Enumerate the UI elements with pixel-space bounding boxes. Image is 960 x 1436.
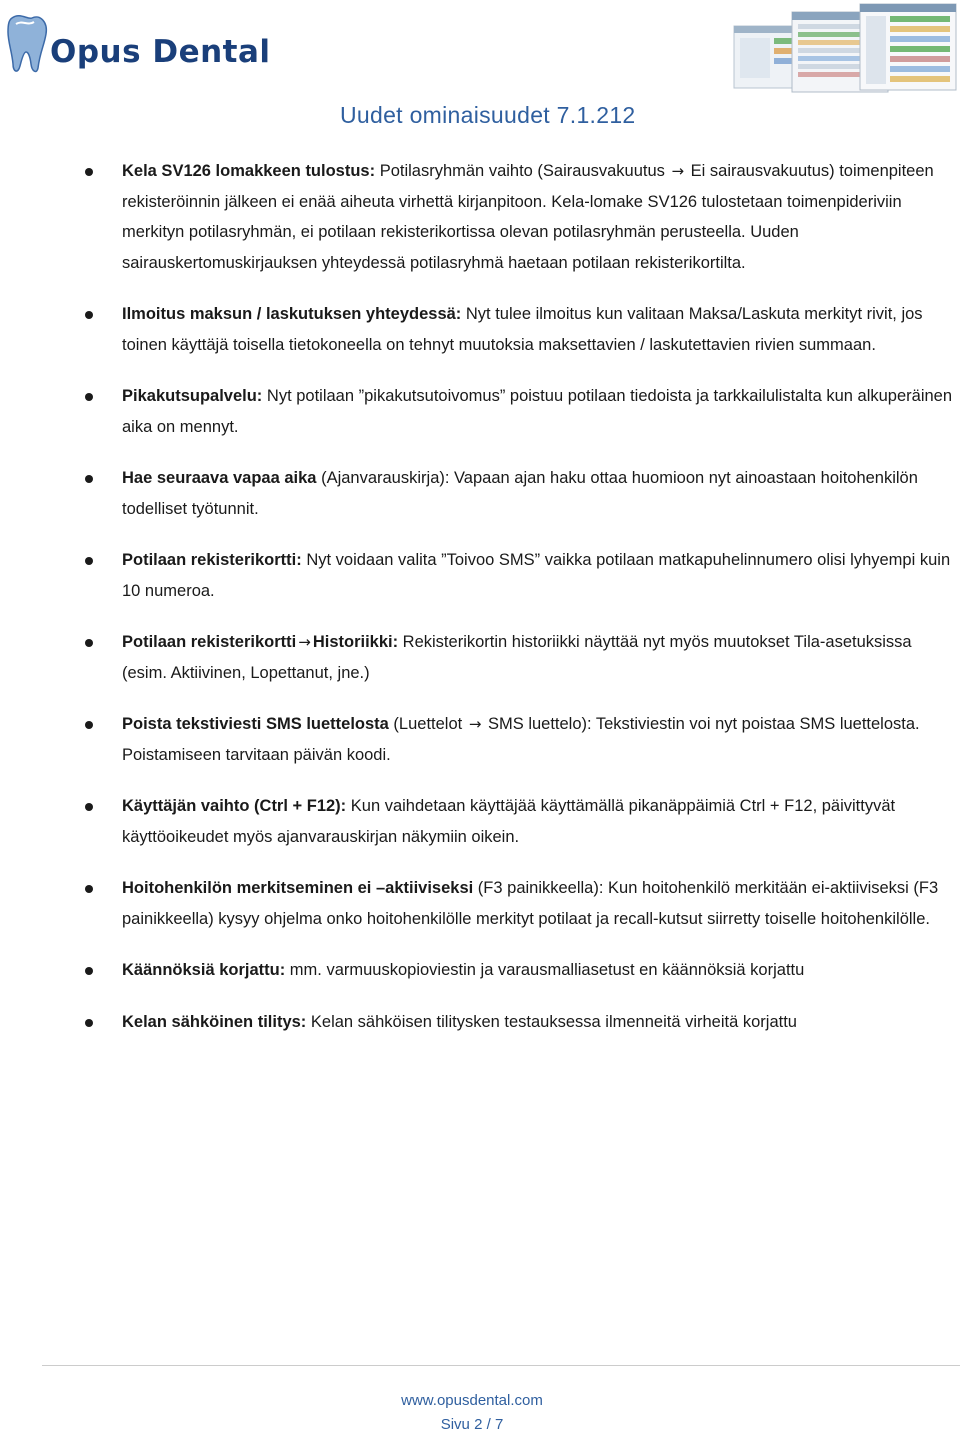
list-item (0, 873, 960, 934)
list-item (0, 381, 960, 442)
list-item (0, 709, 960, 770)
feature-list (0, 156, 960, 1037)
brand-name: Opus Dental (50, 34, 271, 70)
page-header (0, 0, 960, 140)
item-text: (Luettelot (388, 715, 467, 733)
item-heading: Hoitohenkilön merkitseminen ei –aktiiviseksi (122, 879, 474, 897)
bullet-icon (85, 721, 93, 729)
list-item (0, 156, 960, 278)
bullet-icon (85, 639, 93, 647)
release-notes (0, 156, 960, 1058)
tooth-icon (6, 12, 50, 74)
document-title: Uudet ominaisuudet 7.1.212 (340, 102, 636, 128)
list-item (0, 299, 960, 360)
page-label: Sivu (440, 1416, 475, 1433)
item-text-cont: SMS luettelo): Tekstiviestin voi nyt poistaa SMS luettelosta. Poistamiseen tarvitaan päivän koodi. (122, 715, 920, 764)
item-heading: Pikakutsupalvelu: (122, 387, 263, 405)
item-heading: Käännöksiä korjattu: (122, 961, 286, 979)
list-item (0, 955, 960, 986)
item-text: Potilasryhmän vaihto (Sairausvakuutus (375, 162, 670, 180)
arrow-icon: → (468, 715, 482, 733)
item-text: Nyt potilaan ”pikakutsutoivomus” poistuu potilaan tiedoista ja tarkkailulistalta kun alkuperäinen aika on mennyt. (122, 387, 953, 436)
page-separator: / (482, 1416, 495, 1433)
item-heading: Hae seuraava vapaa aika (122, 469, 317, 487)
item-heading: Kelan sähköinen tilitys: (122, 1012, 307, 1031)
page-number (0, 1416, 944, 1433)
item-text: Nyt voidaan valita ”Toivoo SMS” vaikka potilaan matkapuhelinnumero olisi lyhyempi kuin 10 numeroa. (122, 551, 951, 600)
bullet-icon (85, 311, 93, 319)
list-item (0, 791, 960, 852)
website-link[interactable]: www.opusdental.com (401, 1392, 543, 1409)
list-item (0, 627, 960, 688)
item-heading: Potilaan rekisterikortti (122, 633, 297, 651)
item-heading: Poista tekstiviesti SMS luettelosta (122, 715, 389, 733)
list-item (0, 463, 960, 524)
item-text: Rekisterikortin historiikki näyttää nyt myös muutokset Tila-asetuksissa (esim. Aktiivinen, Lopettanut, jne.) (122, 633, 912, 682)
item-heading: Potilaan rekisterikortti: (122, 551, 302, 569)
item-text: mm. varmuuskopioviestin ja varausmalliasetust en käännöksiä korjattu (285, 961, 805, 979)
list-item (0, 545, 960, 606)
item-text: Nyt tulee ilmoitus kun valitaan Maksa/Laskuta merkityt rivit, jos toinen käyttäjä toisella tietokoneella on tehnyt muutoksia maksettavien / laskutettavien rivien summaan. (122, 305, 923, 354)
bullet-icon (85, 1019, 93, 1027)
item-heading: Ilmoitus maksun / laskutuksen yhteydessä: (122, 305, 462, 323)
item-text: (Ajanvarauskirja): Vapaan ajan haku ottaa huomioon nyt ainoastaan hoitohenkilön todelliset työtunnit. (122, 469, 918, 518)
bullet-icon (85, 803, 93, 811)
bullet-icon (85, 393, 93, 401)
bullet-icon (85, 885, 93, 893)
bullet-icon (85, 967, 93, 975)
arrow-icon: → (298, 633, 311, 651)
arrow-icon: → (671, 162, 685, 180)
item-heading: Käyttäjän vaihto (Ctrl + F12): (122, 797, 347, 815)
bullet-icon (85, 475, 93, 483)
item-text: Kelan sähköisen tilitysken testauksessa ilmenneitä virheitä korjattu (306, 1012, 797, 1031)
list-item (0, 1007, 960, 1038)
footer-url[interactable] (0, 1392, 944, 1409)
bullet-icon (85, 557, 93, 565)
item-heading-cont: Historiikki: (312, 633, 399, 651)
opus-dental-logo (6, 12, 316, 74)
total-pages: 7 (494, 1416, 504, 1433)
screenshot-thumbnails-image (728, 2, 960, 112)
item-text: (F3 painikkeella): Kun hoitohenkilö merkitään ei-aktiiviseksi (F3 painikkeella) kysyy ohjelma onko hoitohenkilölle merkityt potilaat ja recall-kutsut siirretty toiselle hoitohenkilölle. (122, 879, 939, 928)
bullet-icon (85, 168, 93, 176)
item-text-cont: Ei sairausvakuutus) toimenpiteen rekisteröinnin jälkeen ei enää aiheuta virhettä kirjanpitoon. Kela-lomake SV126 tulostetaan toimenpideriviin merkityn potilasryhmän, ei potilaan rekisterikortissa olevan potilasryhmän perusteella. Uuden sairauskertomuskirjauksen yhteydessä potilasryhmä haetaan potilaan rekisterikortilta. (122, 162, 934, 272)
current-page: 2 (474, 1416, 483, 1433)
item-heading: Kela SV126 lomakkeen tulostus: (122, 162, 376, 180)
footer-divider (42, 1365, 960, 1366)
item-text: Kun vaihdetaan käyttäjää käyttämällä pikanäppäimiä Ctrl + F12, päivittyvät käyttöoikeudet myös ajanvarauskirjan näkymiin oikein. (122, 797, 896, 846)
